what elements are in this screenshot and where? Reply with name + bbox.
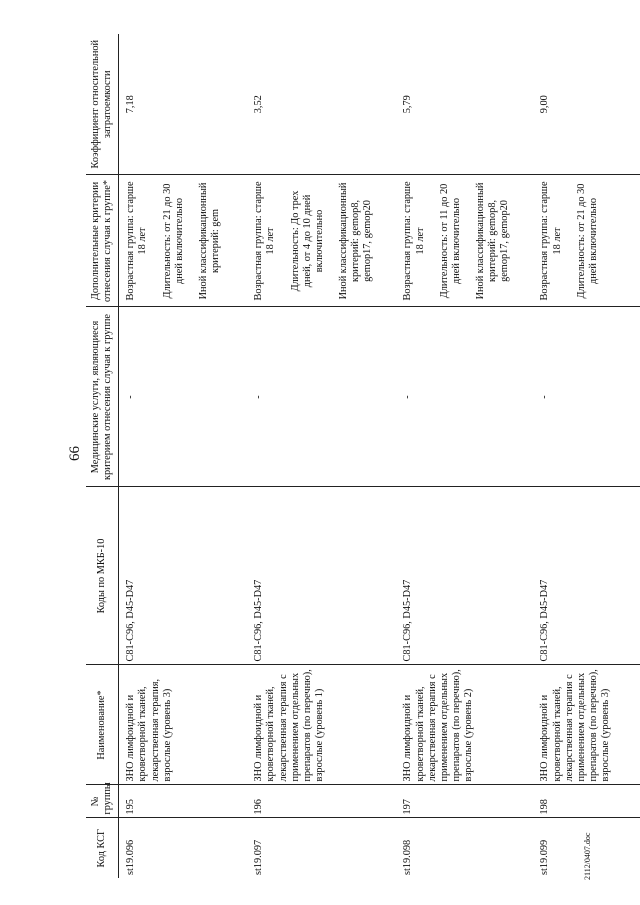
cell-icd: C81-C96, D45-D47 [247, 487, 396, 665]
table-row [247, 34, 396, 878]
table-row [119, 34, 248, 878]
header-criteria: Дополнительные критерии отнесения случая к группе* [86, 175, 119, 307]
page-number: 66 [67, 446, 83, 461]
ksg-table [86, 34, 640, 878]
header-num: № группы [86, 785, 119, 818]
cell-icd: C81-C96, D45-D47 [533, 487, 640, 665]
cell-icd: C81-C96, D45-D47 [119, 487, 248, 665]
cell-criteria [247, 175, 396, 307]
criteria-age: Возрастная группа: старше 18 лет [402, 181, 426, 301]
header-services: Медицинские услуги, являющиеся критерием отнесения случая к группе [86, 307, 119, 487]
cell-icd: C81-C96, D45-D47 [396, 487, 533, 665]
cell-code: st19.097 [253, 839, 265, 875]
cell-code: st19.098 [402, 839, 414, 875]
header-icd: Коды по МКБ-10 [86, 487, 119, 665]
header-coef: Коэффициент относительной затратоемкости [86, 34, 119, 175]
cell-num: 197 [396, 785, 533, 818]
table-row [396, 34, 533, 878]
cell-name: ЗНО лимфоидной и кроветворной тканей, лекарственная терапия с применением отдельных препаратов (по перечню), взрослые (уровень 2) [396, 665, 533, 785]
cell-coef: 9,00 [533, 34, 640, 175]
header-name: Наименование* [86, 665, 119, 785]
cell-criteria [533, 175, 640, 307]
cell-code: st19.096 [125, 839, 137, 875]
criteria-age: Возрастная группа: старше 18 лет [125, 181, 149, 301]
cell-coef: 5,79 [396, 34, 533, 175]
criteria-age: Возрастная группа: старше 18 лет [253, 181, 277, 301]
cell-num: 198 [533, 785, 640, 818]
table-row [533, 34, 640, 878]
cell-num: 195 [119, 785, 248, 818]
cell-name: ЗНО лимфоидной и кроветворной тканей, лекарственная терапия с применением отдельных препаратов (по перечню), взрослые (уровень 3) [533, 665, 640, 785]
cell-criteria [396, 175, 533, 307]
cell-criteria [119, 175, 248, 307]
cell-services: - [119, 307, 248, 487]
cell-services: - [396, 307, 533, 487]
cell-services: - [533, 307, 640, 487]
cell-name: ЗНО лимфоидной и кроветворной тканей, лекарственная терапия, взрослые (уровень 3) [119, 665, 248, 785]
document-footer: 2112/0407.doc [583, 832, 592, 880]
cell-coef: 7,18 [119, 34, 248, 175]
header-code: Код КСГ [86, 818, 119, 878]
criteria-other: Иной классификационный критерий: gemop8, gemop17, gemop20 [337, 182, 374, 300]
criteria-duration: Длительность: До трех дней, от 4 до 10 дней включительно [289, 190, 325, 292]
cell-num: 196 [247, 785, 396, 818]
criteria-duration: Длительность: от 21 до 30 дней включительно [575, 183, 599, 299]
criteria-age: Возрастная группа: старше 18 лет [539, 181, 563, 301]
cell-coef: 3,52 [247, 34, 396, 175]
cell-services: - [247, 307, 396, 487]
cell-code: st19.099 [539, 839, 551, 875]
criteria-duration: Длительность: от 11 до 20 дней включительно [438, 183, 462, 299]
criteria-other: Иной классификационный критерий: gemop8, gemop17, gemop20 [474, 182, 511, 300]
table-header-row [86, 34, 119, 878]
criteria-duration: Длительность: от 21 до 30 дней включительно [161, 183, 185, 299]
criteria-other: Иной классификационный критерий: gem [197, 182, 221, 300]
cell-name: ЗНО лимфоидной и кроветворной тканей, лекарственная терапия с применением отдельных препаратов (по перечню), взрослые (уровень 1) [247, 665, 396, 785]
ksg-table-rotated [86, 34, 611, 878]
